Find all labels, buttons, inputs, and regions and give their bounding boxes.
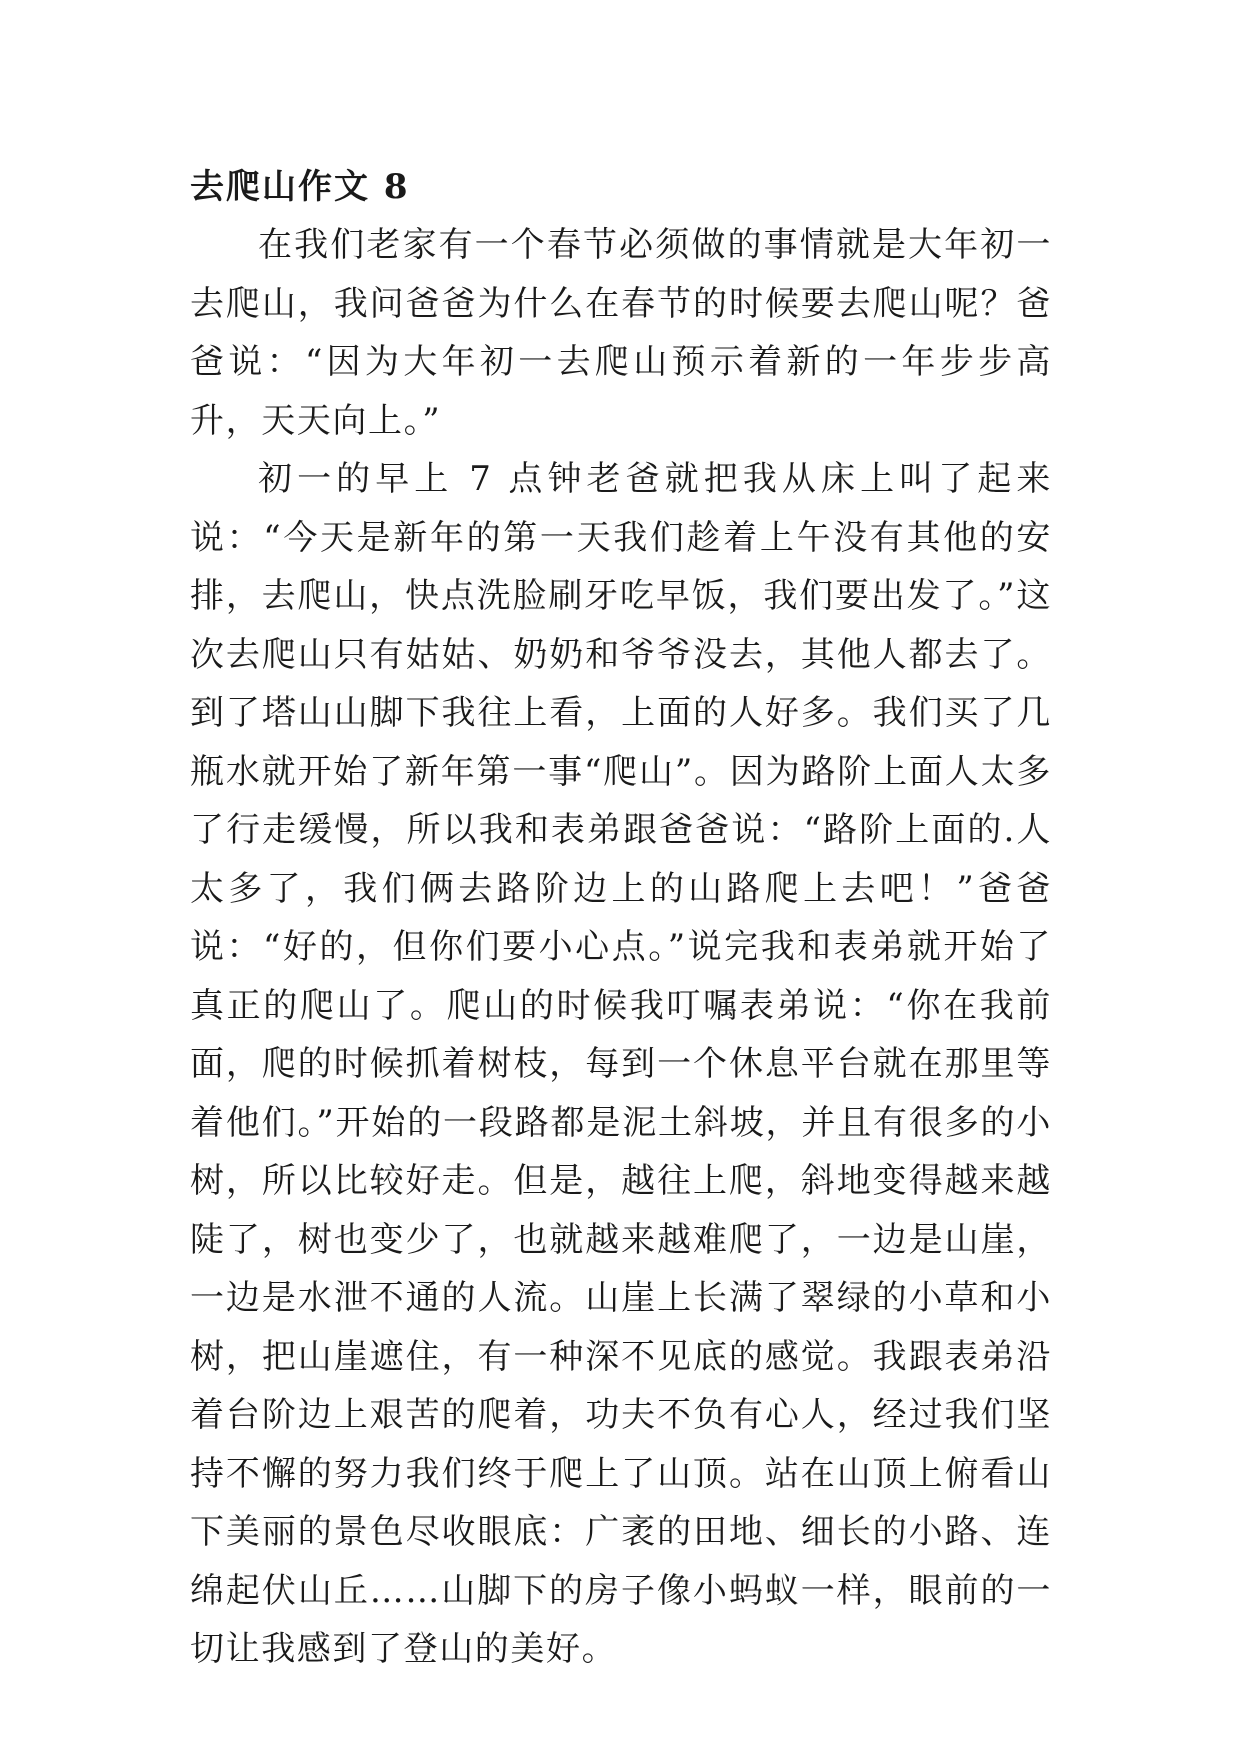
essay-paragraph-1: 在我们老家有一个春节必须做的事情就是大年初一去爬山，我问爸爸为什么在春节的时候要去爬山呢？爸爸说：“因为大年初一去爬山预示着新的一年步步高升，天天向上。” [190, 225, 1052, 441]
essay-title: 去爬山作文 8 [190, 167, 410, 207]
document-body [190, 158, 1052, 1679]
essay-paragraph-2: 初一的早上 7 点钟老爸就把我从床上叫了起来说：“今天是新年的第一天我们趁着上午没有其他的安排，去爬山，快点洗脸刷牙吃早饭，我们要出发了。”这次去爬山只有姑姑、奶奶和爷爷没去，其他人都去了。到了塔山山脚下我往上看，上面的人好多。我们买了几瓶水就开始了新年第一事“爬山”。因为路阶上面人太多了行走缓慢，所以我和表弟跟爸爸说：“路阶上面的.人太多了，我们俩去路阶边上的山路爬上去吧！”爸爸说：“好的，但你们要小心点。”说完我和表弟就开始了真正的爬山了。爬山的时候我叮嘱表弟说：“你在我前面，爬的时候抓着树枝，每到一个休息平台就在那里等着他们。”开始的一段路都是泥土斜坡，并且有很多的小树，所以比较好走。但是，越往上爬，斜地变得越来越陡了，树也变少了，也就越来越难爬了，一边是山崖，一边是水泄不通的人流。山崖上长满了翠绿的小草和小树，把山崖遮住，有一种深不见底的感觉。我跟表弟沿着台阶边上艰苦的爬着，功夫不负有心人，经过我们坚持不懈的努力我们终于爬上了山顶。站在山顶上俯看山下美丽的景色尽收眼底：广袤的田地、细长的小路、连绵起伏山丘……山脚下的房子像小蚂蚁一样，眼前的一切让我感到了登山的美好。 [190, 459, 1052, 1669]
